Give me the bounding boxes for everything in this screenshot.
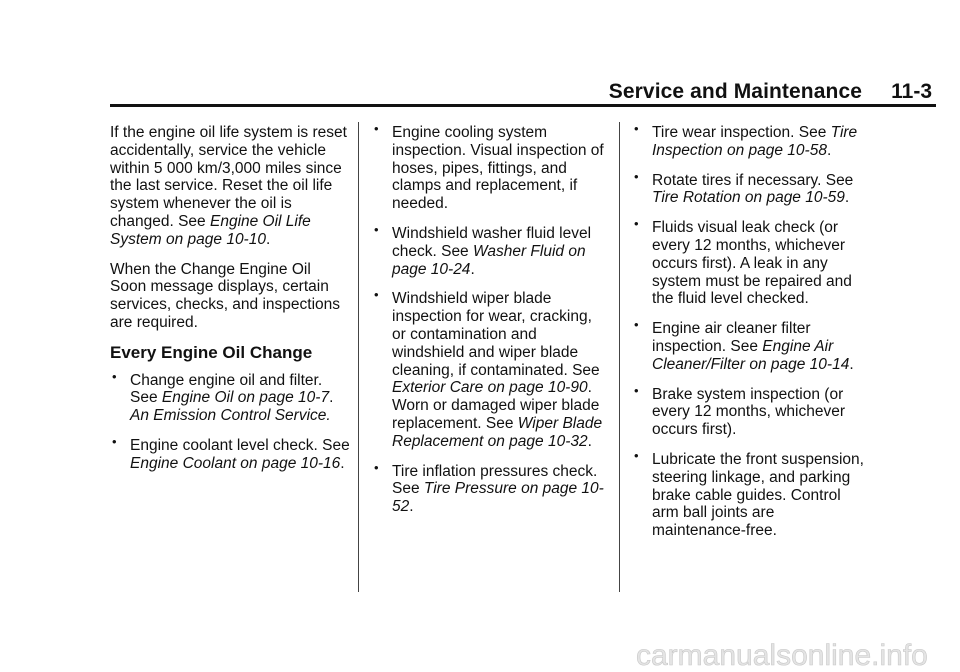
list-item: • Change engine oil and filter. See Engine Oil on page 10-7. An Emission Control Service.: [112, 368, 334, 425]
cross-reference[interactable]: Tire Inspection on page 10-58: [652, 124, 858, 159]
header-rule: [110, 104, 936, 107]
list-item: • Rotate tires if necessary. See Tire Rotation on page 10-59.: [634, 168, 854, 207]
bullet-icon: •: [112, 368, 117, 384]
message-paragraph: When the Change Engine Oil Soon message displays, certain services, checks, and inspections are required.: [110, 260, 341, 331]
column-divider-2: [619, 122, 620, 592]
bullet-icon: •: [374, 287, 379, 303]
list-item: • Brake system inspection (or every 12 months, whichever occurs first).: [634, 382, 845, 439]
list-item: • Windshield washer fluid level check. See Washer Fluid on page 10-24.: [374, 221, 592, 278]
bullet-icon: •: [374, 221, 379, 237]
cross-reference[interactable]: An Emission Control Service.: [130, 407, 331, 425]
intro-paragraph: If the engine oil life system is reset accidentally, service the vehicle within 5 000 km/3,000 miles since the last service. Reset the oil life system whenever the oil is changed. See Engine Oil Life System on page 10-10.: [110, 124, 347, 248]
list-item: • Fluids visual leak check (or every 12 months, whichever occurs first). A leak in any system must be repaired and the fluid level checked.: [634, 216, 852, 308]
bullet-icon: •: [374, 459, 379, 475]
cross-reference[interactable]: Engine Oil on page 10-7: [161, 389, 330, 407]
list-item: • Tire wear inspection. See Tire Inspection on page 10-58.: [634, 121, 858, 159]
column-divider-1: [358, 122, 359, 592]
bullet-icon: •: [374, 121, 379, 136]
column-3: [632, 121, 868, 552]
bullet-icon: •: [634, 168, 639, 184]
cross-reference[interactable]: Engine Coolant on page 10-16: [130, 454, 341, 472]
list-item: • Engine cooling system inspection. Visual inspection of hoses, pipes, fittings, and clamps and replacement, if needed.: [374, 121, 604, 213]
cross-reference[interactable]: Tire Rotation on page 10-59: [652, 189, 845, 207]
cross-reference[interactable]: Engine Oil Life System on page 10-10: [110, 212, 311, 248]
section-title: Service and Maintenance: [608, 80, 862, 103]
page-number: 11-3: [891, 80, 932, 103]
bullet-icon: •: [634, 216, 639, 232]
cross-reference[interactable]: Tire Pressure on page 10-52: [392, 480, 604, 516]
bullet-icon: •: [634, 382, 639, 398]
section-heading: Every Engine Oil Change: [110, 342, 313, 362]
bullet-icon: •: [634, 447, 639, 463]
column-2: [372, 121, 608, 528]
list-item: • Lubricate the front suspension, steering linkage, and parking brake cable guides. Control arm ball joints are maintenance-free.: [634, 447, 864, 540]
list-item: • Engine air cleaner filter inspection. See Engine Air Cleaner/Filter on page 10-14.: [634, 317, 854, 373]
bullet-icon: •: [634, 121, 639, 136]
watermark-logo: [636, 640, 954, 670]
list-item: • Tire inflation pressures check. See Tire Pressure on page 10-52.: [374, 459, 604, 516]
cross-reference[interactable]: Wiper Blade Replacement on page 10-32: [392, 414, 603, 450]
svg-text:carmanualsonline.info: carmanualsonline.info: [636, 640, 928, 670]
list-item: • Windshield wiper blade inspection for wear, cracking, or contamination and windshield and wiper blade cleaning, if contaminated. See Exterior Care on page 10-90. Worn or damaged wiper blade replacement. See Wiper Blade Replacement on page 10-32.: [374, 287, 603, 450]
bullet-icon: •: [112, 433, 117, 449]
cross-reference[interactable]: Exterior Care on page 10-90: [392, 379, 588, 397]
list-item: • Engine coolant level check. See Engine Coolant on page 10-16.: [112, 433, 350, 472]
column-1: [110, 124, 350, 485]
cross-reference[interactable]: Engine Air Cleaner/Filter on page 10-14: [652, 337, 850, 373]
cross-reference[interactable]: Washer Fluid on page 10-24: [392, 242, 586, 278]
bullet-icon: •: [634, 317, 639, 333]
